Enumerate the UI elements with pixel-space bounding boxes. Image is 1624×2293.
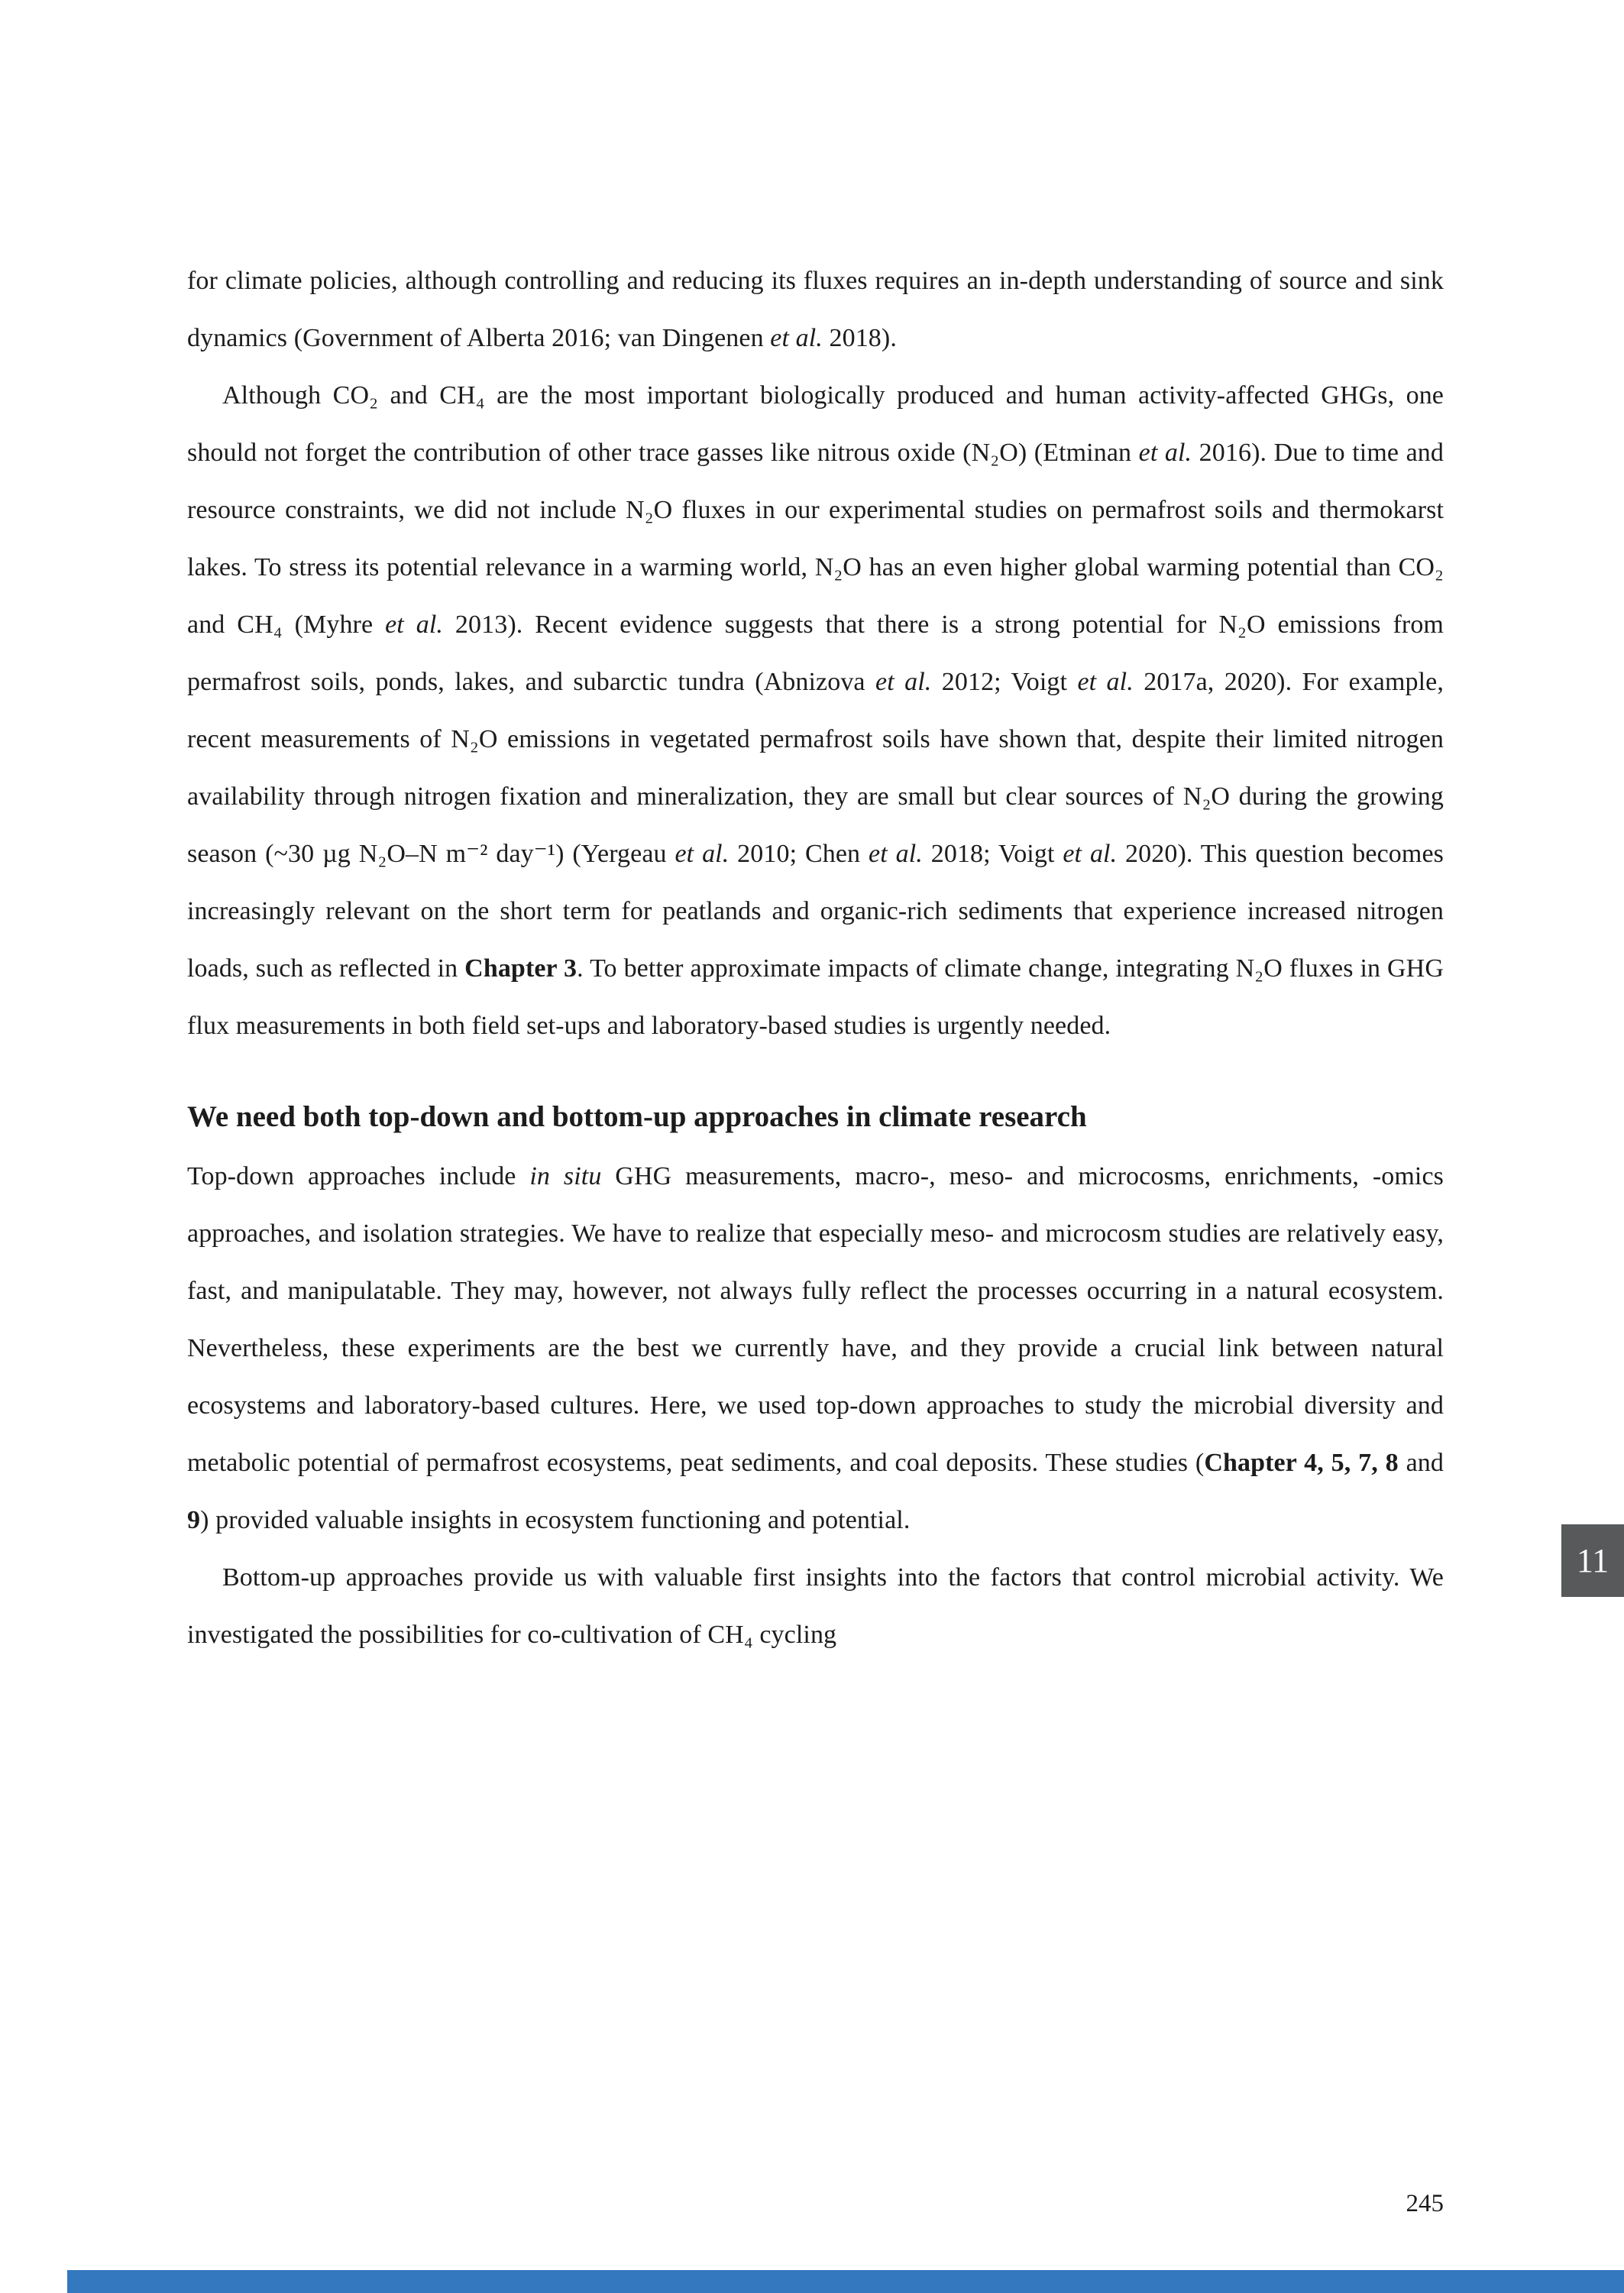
text-run: et al.: [1138, 439, 1192, 467]
bottom-accent-bar: [67, 2270, 1624, 2293]
text-run: 2020). This question becomes increasingly relevant on the short term for peatlands and organic-rich sediments that experience increased nitrogen loads, such as reflected in: [187, 840, 1444, 983]
text-run: for climate policies, although controlling and reducing its fluxes requires an in-depth understanding of source and sink dynamics (Government of Alberta 2016; van Dingenen: [187, 267, 1444, 352]
text-run: et al.: [875, 668, 932, 696]
chapter-tab: 11: [1561, 1524, 1624, 1597]
text-run: 2010; Chen: [729, 840, 869, 868]
text-run: ) provided valuable insights in ecosystem functioning and potential.: [200, 1506, 911, 1534]
text-run: 2017a, 2020). For example, recent measurements of N₂O emissions in vegetated permafrost soils have shown that, despite their limited nitrogen availability through nitrogen fixation and mineralization, they are small but clear sources of N₂O during the growing season (~30 µg N₂O–N m⁻² day⁻¹) (Yergeau: [187, 668, 1444, 868]
text-run: Although CO₂ and CH₄ are the most important biologically produced and human activity-affected GHGs, one should not forget the contribution of other trace gasses like nitrous oxide (N₂O) (Etminan: [187, 381, 1444, 467]
text-run: et al.: [1063, 840, 1118, 868]
paragraph: [187, 1549, 1444, 1663]
body-text: [187, 252, 1444, 1663]
text-run: et al.: [770, 324, 823, 352]
text-run: in situ: [529, 1162, 602, 1190]
text-run: . To better approximate impacts of climate change, integrating N₂O fluxes in GHG flux measurements in both field set-ups and laboratory-based studies is urgently needed.: [187, 954, 1444, 1040]
paragraph: [187, 1148, 1444, 1549]
text-run: 2018; Voigt: [922, 840, 1063, 868]
text-run: 2016). Due to time and resource constraints, we did not include N₂O fluxes in our experimental studies on permafrost soils and thermokarst lakes. To stress its potential relevance in a warming world, N₂O has an even higher global warming potential than CO₂ and CH₄ (Myhre: [187, 439, 1444, 639]
text-run: et al.: [675, 840, 730, 868]
text-run: 2018).: [822, 324, 897, 352]
text-run: et al.: [385, 610, 443, 639]
text-run: Chapter 3: [464, 954, 577, 983]
paragraph: [187, 367, 1444, 1054]
text-run: Bottom-up approaches provide us with valuable first insights into the factors that control microbial activity. We investigated the possibilities for co-cultivation of CH₄ cycling: [187, 1563, 1444, 1649]
section-heading: We need both top-down and bottom-up approaches in climate research: [187, 1100, 1087, 1133]
text-run: Chapter 4, 5, 7, 8: [1204, 1449, 1399, 1477]
text-run: Top-down approaches include: [187, 1162, 530, 1190]
page-number: 245: [1406, 2190, 1444, 2217]
text-run: 2013). Recent evidence suggests that there is a strong potential for N₂O emissions from permafrost soils, ponds, lakes, and subarctic tundra (Abnizova: [187, 610, 1444, 696]
text-run: et al.: [869, 840, 923, 868]
text-run: 9: [187, 1506, 201, 1534]
text-run: and: [1398, 1449, 1444, 1477]
text-run: 2012; Voigt: [931, 668, 1078, 696]
text-run: GHG measurements, macro-, meso- and microcosms, enrichments, -omics approaches, and isolation strategies. We have to realize that especially meso- and microcosm studies are relatively easy, fast, and manipulatable. They may, however, not always fully reflect the processes occurring in a natural ecosystem. Nevertheless, these experiments are the best we currently have, and they provide a crucial link between natural ecosystems and laboratory-based cultures. Here, we used top-down approaches to study the microbial diversity and metabolic potential of permafrost ecosystems, peat sediments, and coal deposits. These studies (: [187, 1162, 1444, 1477]
text-run: et al.: [1077, 668, 1134, 696]
paragraph: [187, 252, 1444, 367]
